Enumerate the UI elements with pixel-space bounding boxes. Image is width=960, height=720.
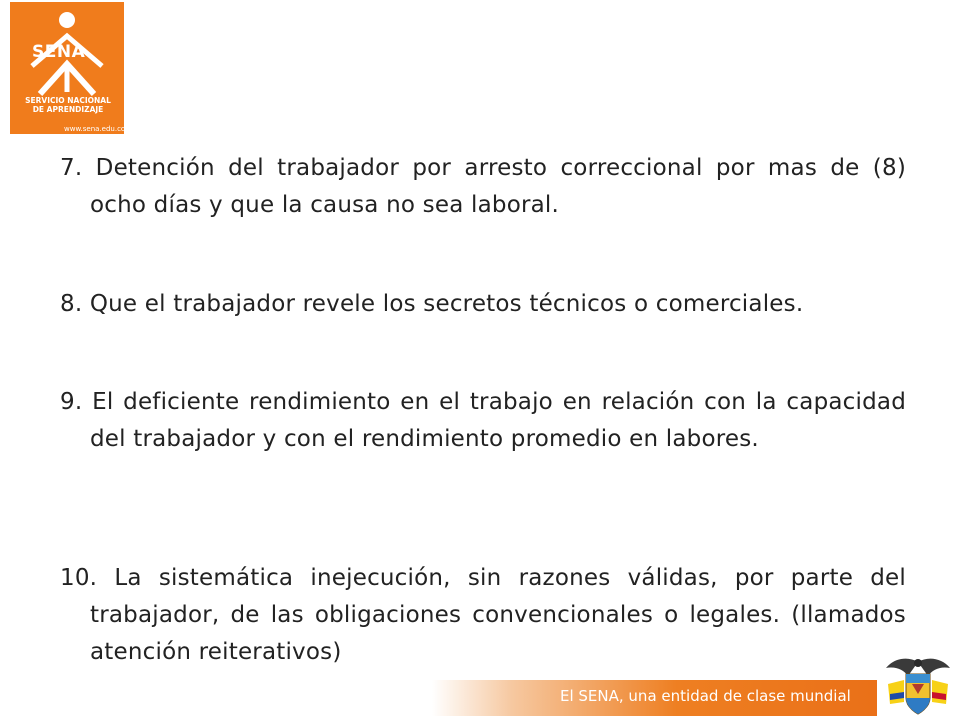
sena-logo: [10, 2, 124, 134]
list-item-7: 7. Detención del trabajador por arresto correccional por mas de (8) ocho días y que la causa no sea laboral.: [60, 155, 906, 218]
sena-logo-mark: [10, 2, 124, 134]
logo-url: www.sena.edu.co: [64, 125, 126, 133]
footer-tagline: El SENA, una entidad de clase mundial: [560, 687, 851, 705]
logo-brand-text: SENA: [32, 42, 86, 62]
list-item-9: 9. El deficiente rendimiento en el trabajo en relación con la capacidad del trabajador y con el rendimiento promedio en labores.: [60, 389, 906, 452]
logo-subtitle: SERVICIO NACIONAL DE APRENDIZAJE: [25, 96, 111, 114]
footer-bar: [432, 680, 877, 716]
list-item-8: 8. Que el trabajador revele los secretos técnicos o comerciales.: [60, 291, 804, 317]
list-item-10: 10. La sistemática inejecución, sin razones válidas, por parte del trabajador, de las obligaciones convencionales o legales. (llamados atención reiterativos): [60, 565, 906, 665]
colombia-coat-of-arms-icon: [878, 654, 958, 720]
